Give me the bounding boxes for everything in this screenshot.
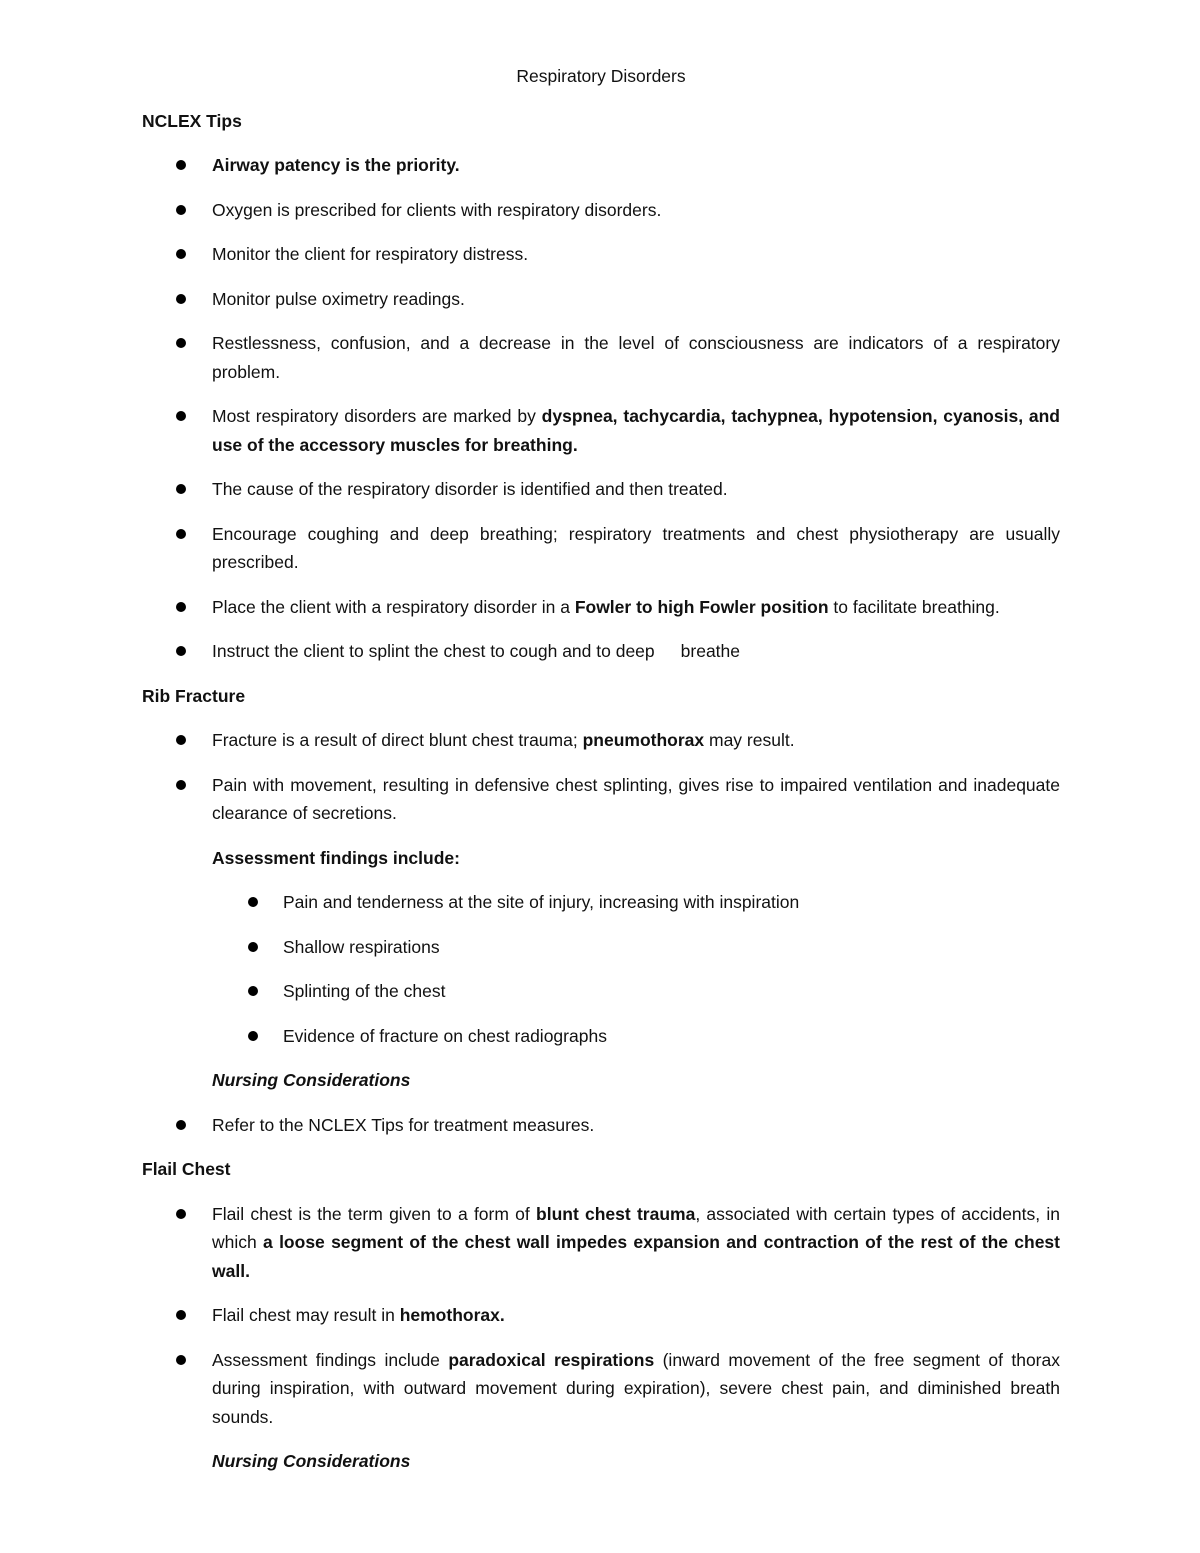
tip-bold-text: Fowler to high Fowler position (574, 596, 829, 617)
tip-text: Most respiratory disorders are marked by (212, 406, 542, 426)
item-bold-text: hemothorax. (399, 1305, 505, 1325)
item-text: Assessment findings include (212, 1349, 449, 1370)
list-item (142, 1346, 1060, 1432)
list-item (142, 1200, 1060, 1286)
section-rib-fracture: Rib Fracture (142, 685, 246, 706)
list-item: Pain with movement, resulting in defensive chest splinting, gives rise to impaired ventilation and inadequate clearance of secretions. (142, 771, 1060, 828)
item-text: Flail chest is the term given to a form of (212, 1203, 537, 1224)
tip-text: Instruct the client to splint the chest to cough and to deep (212, 641, 655, 661)
list-item (142, 726, 1060, 755)
list-item: Monitor the client for respiratory distress. (142, 240, 1060, 269)
assessment-findings-heading: Assessment findings include: (212, 847, 460, 868)
item-bold-text: blunt chest trauma (536, 1203, 696, 1224)
assessment-findings-list (142, 888, 1060, 1050)
item-text: Fracture is a result of direct blunt chest trauma; (212, 730, 583, 750)
list-item: Oxygen is prescribed for clients with respiratory disorders. (142, 196, 1060, 225)
flail-chest-list (142, 1200, 1060, 1432)
list-item: Splinting of the chest (142, 977, 1060, 1006)
item-bold-text: a loose segment of the chest wall impedes expansion and contraction of the rest of the chest wall. (212, 1232, 1060, 1281)
tip-text: breathe (680, 641, 741, 661)
tip-text: Place the client with a respiratory disorder in a (212, 596, 575, 617)
list-item: Monitor pulse oximetry readings. (142, 285, 1060, 314)
list-item (142, 593, 1060, 622)
tip-bold-text: dyspnea, tachycardia, tachypnea, hypotension, cyanosis, and use of the accessory muscles for breathing. (212, 406, 1060, 455)
list-item: Refer to the NCLEX Tips for treatment measures. (142, 1111, 1060, 1140)
section-flail-chest: Flail Chest (142, 1159, 231, 1179)
item-bold-text: paradoxical respirations (448, 1349, 655, 1370)
list-item: Evidence of fracture on chest radiographs (142, 1022, 1060, 1051)
tip-text: to facilitate breathing. (828, 596, 1000, 617)
list-item: Encourage coughing and deep breathing; respiratory treatments and chest physiotherapy are usually prescribed. (142, 520, 1060, 577)
list-item: Restlessness, confusion, and a decrease in the level of consciousness are indicators of a respiratory problem. (142, 329, 1060, 386)
item-text: , associated with certain types of accidents, in which (212, 1203, 1060, 1252)
nursing-considerations-heading: Nursing Considerations (212, 1070, 411, 1090)
item-text: may result. (704, 730, 795, 750)
list-item: The cause of the respiratory disorder is identified and then treated. (142, 475, 1060, 504)
document-title: Respiratory Disorders (516, 66, 686, 86)
item-text: Flail chest may result in (212, 1305, 400, 1325)
tip-text: Airway patency is the priority. (212, 155, 460, 175)
list-item: Shallow respirations (142, 933, 1060, 962)
list-item: Pain and tenderness at the site of injury, increasing with inspiration (142, 888, 1060, 917)
item-bold-text: pneumothorax (582, 730, 705, 750)
list-item (142, 637, 1060, 666)
nclex-tips-list (142, 151, 1060, 666)
item-text: (inward movement of the free segment of thorax during inspiration, with outward movement during expiration), severe chest pain, and diminished breath sounds. (212, 1349, 1060, 1427)
nursing-considerations-list (142, 1111, 1060, 1140)
list-item (142, 151, 1060, 180)
rib-fracture-list (142, 726, 1060, 828)
nursing-considerations-heading: Nursing Considerations (212, 1451, 411, 1471)
list-item (142, 1301, 1060, 1330)
section-nclex-tips: NCLEX Tips (142, 110, 242, 131)
list-item (142, 402, 1060, 459)
